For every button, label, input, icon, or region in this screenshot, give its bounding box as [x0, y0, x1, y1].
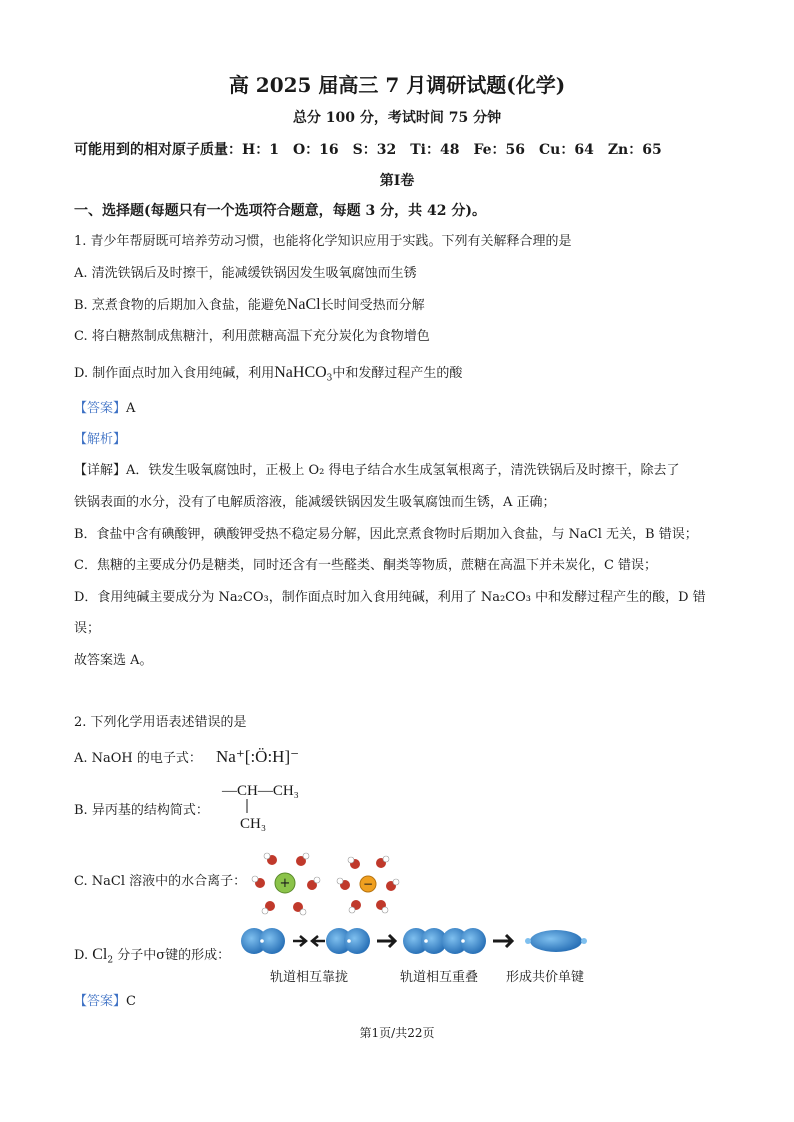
q2-option-b-main-chain: —CH—CH₃ — [222, 783, 299, 799]
answer-value: A — [126, 401, 136, 416]
analysis-tag: 【解析】 — [74, 432, 127, 447]
q1-detail-line-2: 铁锅表面的水分，没有了电解质溶液，能减缓铁锅因发生吸氧腐蚀而生锈，A 正确； — [74, 495, 556, 510]
q1-option-d-sub: 3 — [326, 373, 333, 384]
q1-conclusion: 故答案选 A。 — [74, 653, 153, 668]
q1-option-b-pre: B. 烹煮食物的后期加入食盐，能避免 — [74, 298, 287, 313]
answer-tag: 【答案】 — [74, 401, 127, 416]
atomic-masses: 可能用到的相对原子质量：H：1 O：16 S：32 Ti：48 Fe：56 Cu：64 Zn：65 — [74, 142, 662, 158]
q1-detail-line-4: C．焦糖的主要成分仍是糖类，同时还含有一些醛类、酮类等物质，蔗糖在高温下并未炭化，C 错误； — [74, 558, 658, 573]
q2-option-a-label: A. NaOH 的电子式： — [74, 751, 202, 766]
caption-overlapping: 轨道相互重叠 — [400, 970, 479, 985]
caption-single-bond: 形成共价单键 — [506, 970, 585, 985]
q1-stem: 1. 青少年帮厨既可培养劳动习惯，也能将化学知识应用于实践。下列有关解释合理的是 — [74, 234, 572, 249]
orbitals-approaching — [241, 928, 285, 954]
q1-option-d-pre: D. 制作面点时加入食用纯碱，利用 — [74, 366, 275, 381]
q1-option-b-post: 长时间受热而分解 — [320, 298, 425, 313]
section-heading: 一、选择题(每题只有一个选项符合题意，每题 3 分，共 42 分)。 — [74, 203, 486, 219]
q1-detail-line-1: 【详解】A．铁发生吸氧腐蚀时，正极上 O₂ 得电子结合水生成氢氧根离子，清洗铁锅后及时擦干，除去了 — [74, 463, 680, 478]
arrow-left-icon — [312, 936, 325, 946]
arrow-right-icon — [293, 936, 306, 946]
covalent-bond-orbital — [525, 930, 587, 952]
q1-option-b-formula: NaCl — [286, 296, 321, 313]
q2-option-b-methyl: CH₃ — [240, 816, 267, 832]
q1-detail-line-3: B．食盐中含有碘酸钾，碘酸钾受热不稳定易分解，因此烹煮食物时后期加入食盐，与 NaCl 无关，B 错误； — [74, 527, 698, 542]
q1-detail-line-6: 误； — [74, 621, 101, 636]
q2-option-a-formula: Na⁺[:Ö:H]⁻ — [216, 747, 300, 766]
volume-heading: 第Ⅰ卷 — [379, 173, 415, 189]
q2-answer — [74, 993, 136, 1011]
q2-option-d-sub: 2 — [107, 955, 114, 966]
q1-option-c: C. 将白糖熬制成焦糖汁，利用蔗糖高温下充分炭化为食物增色 — [74, 329, 430, 344]
q1-option-a: A. 清洗铁锅后及时擦干，能减缓铁锅因发生吸氧腐蚀而生锈 — [74, 266, 417, 281]
q2-option-d-formula: Cl — [92, 946, 108, 963]
caption-approaching: 轨道相互靠拢 — [270, 970, 349, 985]
orbitals-approaching-right — [326, 928, 370, 954]
answer-value: C — [126, 994, 136, 1009]
q1-option-d-post: 中和发酵过程产生的酸 — [332, 366, 463, 381]
q2-option-d-prefix: D. — [74, 948, 89, 963]
exam-subtitle: 总分 100 分，考试时间 75 分钟 — [292, 110, 502, 126]
arrow-right-icon — [493, 935, 512, 947]
exam-title: 高 2025 届高三 7 月调研试题(化学) — [228, 73, 566, 97]
arrow-right-icon — [377, 935, 395, 947]
q2-option-b-label: B. 异丙基的结构简式： — [74, 803, 209, 818]
page-footer: 第1页/共22页 — [359, 1026, 435, 1040]
q2-option-c-label: C. NaCl 溶液中的水合离子： — [74, 874, 247, 889]
q2-stem: 2. 下列化学用语表述错误的是 — [74, 715, 247, 730]
minus-sign-icon: − — [362, 877, 374, 891]
q1-detail-line-5: D．食用纯碱主要成分为 Na₂CO₃，制作面点时加入食用纯碱，利用了 Na₂CO₃ 中和发酵过程产生的酸，D 错 — [74, 590, 706, 605]
plus-sign-icon: + — [279, 876, 291, 891]
orbitals-overlapping — [403, 928, 486, 954]
q2-option-d-suffix: 分子中σ键的形成： — [117, 948, 231, 963]
q1-option-d-formula: NaHCO — [274, 364, 327, 381]
answer-tag: 【答案】 — [74, 994, 127, 1009]
